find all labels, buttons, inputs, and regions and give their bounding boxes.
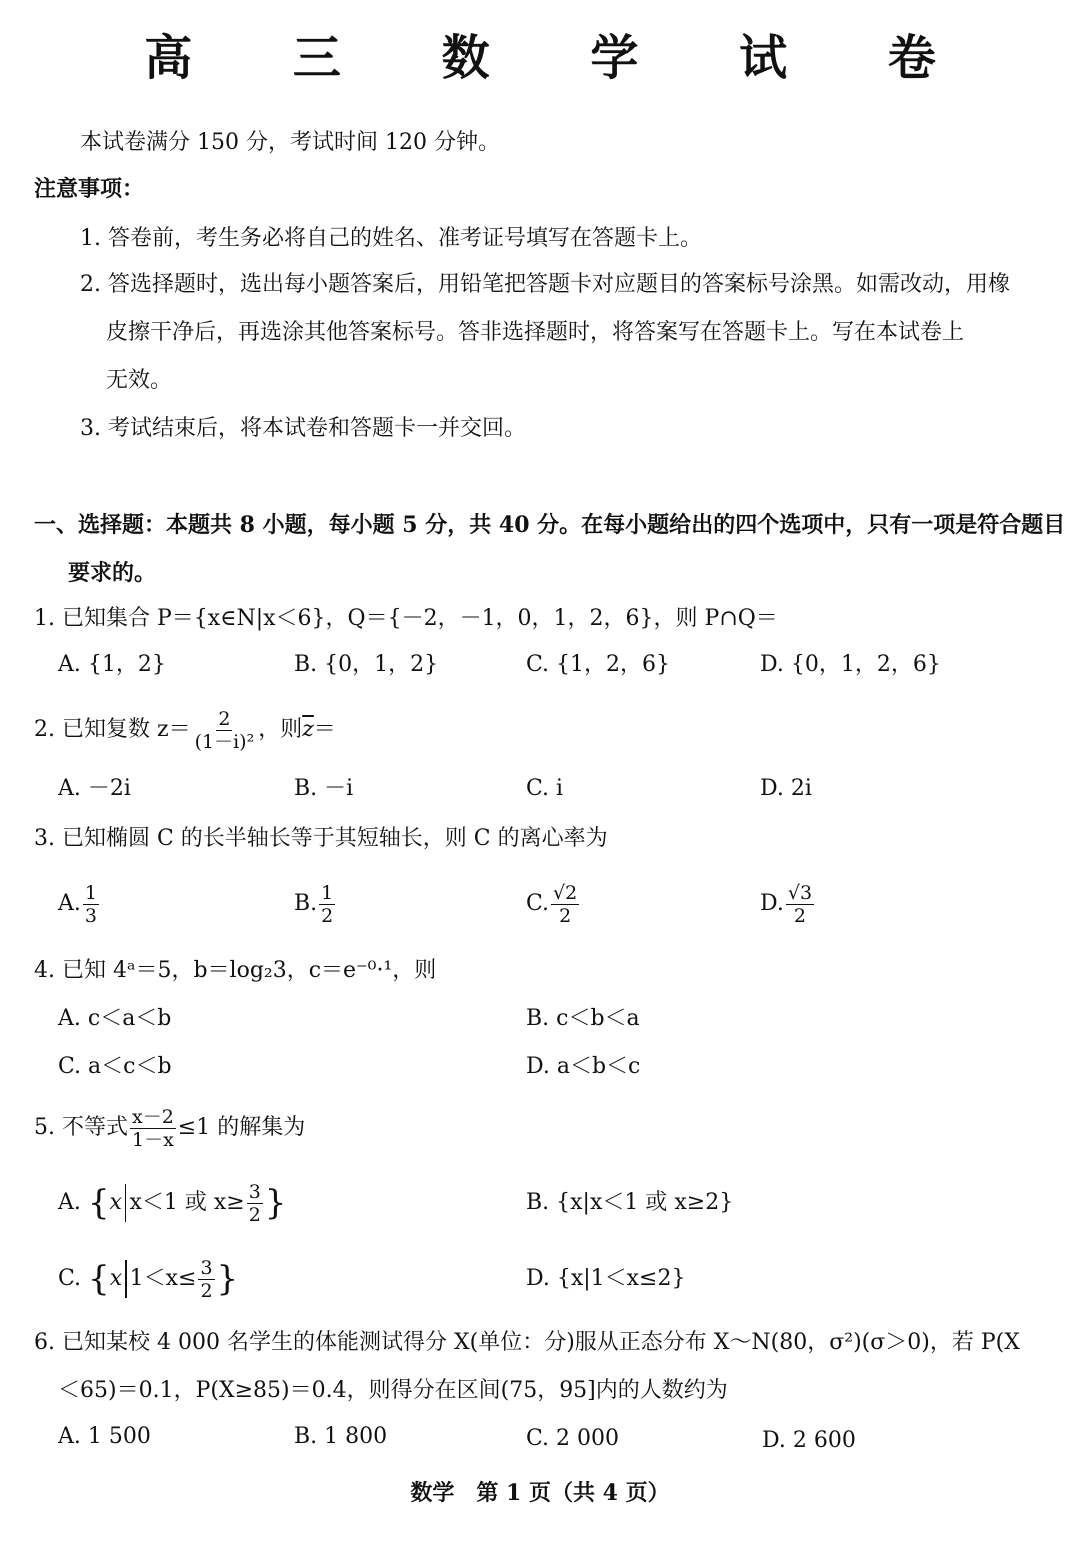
- question-5-option-b[interactable]: B. {x|x＜1 或 x≥2}: [526, 1190, 734, 1215]
- fraction-denominator: 2: [793, 904, 806, 927]
- fraction-denominator: 2: [200, 1279, 213, 1302]
- question-6-stem-line-1: 6. 已知某校 4 000 名学生的体能测试得分 X(单位：分)服从正态分布 X～N(80，σ²)(σ＞0)，若 P(X: [34, 1330, 1020, 1355]
- question-2-stem-end: ＝: [313, 717, 336, 742]
- question-2-stem-prefix: 2. 已知复数 z＝: [34, 717, 191, 742]
- question-4-option-d[interactable]: D. a＜b＜c: [526, 1054, 641, 1079]
- option-label: A.: [58, 1190, 81, 1215]
- question-5-option-c[interactable]: [58, 1254, 238, 1304]
- option-label: C.: [526, 891, 550, 916]
- question-2-option-d[interactable]: D. 2i: [760, 776, 812, 801]
- question-5-stem-prefix: 5. 不等式: [34, 1115, 128, 1140]
- question-1-option-b[interactable]: B. {0，1，2}: [294, 652, 439, 677]
- question-1-option-a[interactable]: A. {1，2}: [58, 652, 166, 677]
- question-5-fraction-numerator: x－2: [131, 1105, 174, 1128]
- question-6-option-a[interactable]: A. 1 500: [58, 1424, 151, 1449]
- section-1-heading-line-1: 一、选择题：本题共 8 小题，每小题 5 分，共 40 分。在每小题给出的四个选项中，只有一项是符合题目: [34, 512, 1066, 538]
- question-2-conjugate-z: $\overline{z}$: [302, 717, 314, 742]
- question-5-stem-suffix: ≤1 的解集为: [177, 1115, 306, 1140]
- option-c-fraction: [198, 1258, 214, 1301]
- fraction-denominator: 2: [321, 904, 334, 927]
- option-c-fraction: [551, 883, 579, 926]
- question-2-fraction: [193, 709, 257, 752]
- question-1-option-d[interactable]: D. {0，1，2，6}: [760, 652, 941, 677]
- question-5-option-d[interactable]: D. {x|1＜x≤2}: [526, 1266, 686, 1291]
- question-6-option-c[interactable]: C. 2 000: [526, 1426, 620, 1451]
- set-condition: x＜1 或 x≥: [129, 1190, 245, 1215]
- option-a-fraction: [83, 883, 99, 926]
- question-5-fraction: [130, 1107, 176, 1150]
- option-b-fraction: [319, 883, 335, 926]
- question-3-option-c[interactable]: [526, 880, 581, 928]
- fraction-numerator: 3: [200, 1256, 213, 1279]
- question-3-option-a[interactable]: [58, 880, 101, 928]
- question-3-option-d[interactable]: [760, 880, 816, 928]
- fraction-numerator: 3: [248, 1180, 261, 1203]
- question-3-stem: 3. 已知椭圆 C 的长半轴长等于其短轴长，则 C 的离心率为: [34, 826, 608, 851]
- fraction-denominator: 2: [248, 1203, 261, 1226]
- section-1-heading-line-2: 要求的。: [68, 560, 157, 586]
- question-2-option-a[interactable]: A. －2i: [58, 776, 131, 801]
- question-6-stem-line-2: ＜65)＝0.1，P(X≥85)＝0.4，则得分在区间(75，95]内的人数约为: [58, 1378, 728, 1403]
- option-label: D.: [760, 891, 784, 916]
- question-2-option-b[interactable]: B. －i: [294, 776, 354, 801]
- question-2-option-c[interactable]: C. i: [526, 776, 564, 801]
- option-d-fraction: [786, 883, 814, 926]
- question-2-stem: [34, 708, 336, 752]
- set-divider: [125, 1260, 127, 1298]
- fraction-numerator: 1: [84, 881, 97, 904]
- set-variable: x: [109, 1266, 123, 1291]
- fraction-denominator: 2: [559, 904, 572, 927]
- page-title: 高 三 数 学 试 卷: [144, 30, 978, 86]
- option-label: A.: [58, 891, 81, 916]
- notice-item-2-line-1: 2. 答选择题时，选出每小题答案后，用铅笔把答题卡对应题目的答案标号涂黑。如需改动，用橡: [80, 272, 1010, 297]
- option-label: B.: [294, 891, 318, 916]
- notice-item-2-line-3: 无效。: [106, 368, 173, 393]
- question-4-option-b[interactable]: B. c＜b＜a: [526, 1006, 640, 1031]
- left-brace: {: [87, 1183, 110, 1223]
- fraction-numerator: √3: [787, 881, 813, 904]
- question-4-stem: 4. 已知 4ᵃ＝5，b＝log₂3，c＝e⁻⁰·¹，则: [34, 958, 437, 983]
- question-2-fraction-numerator: 2: [218, 707, 231, 730]
- question-6-option-b[interactable]: B. 1 800: [294, 1424, 388, 1449]
- right-brace: }: [264, 1183, 287, 1223]
- question-6-option-d[interactable]: D. 2 600: [762, 1428, 856, 1453]
- question-2-stem-suffix: ，则: [258, 717, 303, 742]
- question-4-option-a[interactable]: A. c＜a＜b: [58, 1006, 172, 1031]
- question-2-fraction-denominator: (1－i)²: [194, 730, 255, 753]
- question-5-option-a[interactable]: [58, 1178, 286, 1228]
- left-brace: {: [88, 1259, 110, 1299]
- option-label: C.: [58, 1266, 82, 1291]
- option-a-fraction: [247, 1182, 263, 1225]
- question-5-fraction-denominator: 1－x: [131, 1128, 174, 1151]
- set-divider: [125, 1184, 127, 1222]
- fraction-denominator: 3: [84, 904, 97, 927]
- notice-item-3: 3. 考试结束后，将本试卷和答题卡一并交回。: [80, 416, 526, 441]
- fraction-numerator: √2: [553, 881, 578, 904]
- right-brace: }: [216, 1259, 239, 1299]
- question-1-stem: 1. 已知集合 P＝{x∈N|x＜6}，Q＝{－2，－1，0，1，2，6}，则 P∩Q＝: [34, 606, 778, 631]
- exam-intro: 本试卷满分 150 分，考试时间 120 分钟。: [80, 130, 500, 155]
- question-1-option-c[interactable]: C. {1，2，6}: [526, 652, 671, 677]
- notice-item-1: 1. 答卷前，考生务必将自己的姓名、准考证号填写在答题卡上。: [80, 226, 702, 251]
- question-3-option-b[interactable]: [294, 880, 337, 928]
- fraction-numerator: 1: [321, 881, 334, 904]
- question-5-stem: [34, 1106, 305, 1150]
- notice-heading: 注意事项：: [34, 176, 145, 202]
- page-footer: 数学 第 1 页（共 4 页）: [410, 1480, 670, 1506]
- notice-item-2-line-2: 皮擦干净后，再选涂其他答案标号。答非选择题时，将答案写在答题卡上。写在本试卷上: [106, 320, 965, 345]
- set-variable: x: [109, 1190, 122, 1215]
- set-condition: 1＜x≤: [129, 1266, 197, 1291]
- question-4-option-c[interactable]: C. a＜c＜b: [58, 1054, 172, 1079]
